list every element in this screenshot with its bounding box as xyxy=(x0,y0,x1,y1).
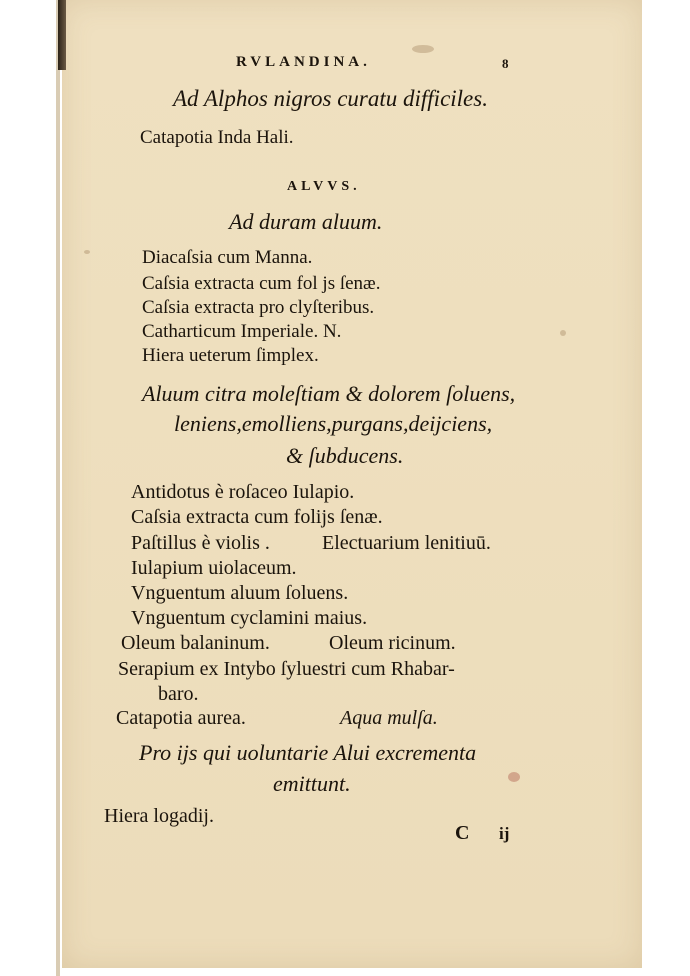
list-item: Electuarium lenitiuū. xyxy=(322,532,491,554)
heading-uoluntarie-line-1: Pro ijs qui uoluntarie Alui excrementa xyxy=(139,740,477,765)
list-item: Hiera logadij. xyxy=(104,805,214,827)
heading-uoluntarie-line-2: emittunt. xyxy=(273,771,351,796)
running-head-title: RVLANDINA. xyxy=(236,54,371,70)
list-item: Catharticum Imperiale. N. xyxy=(142,321,342,342)
paper-stain xyxy=(560,330,566,336)
list-item: Catapotia Inda Hali. xyxy=(140,127,294,148)
section-heading-alphos: Ad Alphos nigros curatu difficiles. xyxy=(173,86,488,111)
list-item: Caſsia extracta cum folijs ſenæ. xyxy=(131,506,383,528)
section-title-aluus: ALVVS. xyxy=(287,179,361,194)
page-number: 8 xyxy=(502,56,509,71)
signature-numeral: ij xyxy=(499,824,510,843)
list-item: Oleum balaninum. xyxy=(121,632,270,654)
heading-aluum-line-1: Aluum citra moleſtiam & dolorem ſoluens, xyxy=(142,381,516,406)
list-item: Caſsia extracta pro clyſteribus. xyxy=(142,297,375,318)
list-item: Catapotia aurea. xyxy=(116,707,246,729)
list-item: Serapium ex Intybo ſyluestri cum Rhabar- xyxy=(118,658,455,680)
list-item: Caſsia extracta cum fol js ſenæ. xyxy=(142,273,381,294)
heading-aluum-line-3: & ſubducens. xyxy=(286,443,404,468)
list-item-continuation: baro. xyxy=(158,683,199,705)
list-item: Diacaſsia cum Manna. xyxy=(142,247,313,268)
list-item: Antidotus è roſaceo Iulapio. xyxy=(131,481,355,503)
paper-stain xyxy=(508,772,520,782)
subheading-duram-aluum: Ad duram aluum. xyxy=(229,209,383,234)
signature-letter: C xyxy=(455,822,470,844)
list-item: Paſtillus è violis . xyxy=(131,532,270,554)
book-spine xyxy=(58,0,66,70)
paper-stain xyxy=(84,250,90,254)
list-item: Vnguentum aluum ſoluens. xyxy=(131,582,349,604)
page-edge xyxy=(56,0,60,976)
paper-stain xyxy=(412,45,434,53)
list-item: Oleum ricinum. xyxy=(329,632,456,654)
list-item: Hiera ueterum ſimplex. xyxy=(142,345,319,366)
list-item: Aqua mulſa. xyxy=(340,707,438,729)
heading-aluum-line-2: leniens,emolliens,purgans,deijciens, xyxy=(174,411,493,436)
list-item: Iulapium uiolaceum. xyxy=(131,557,297,579)
list-item: Vnguentum cyclamini maius. xyxy=(131,607,368,629)
